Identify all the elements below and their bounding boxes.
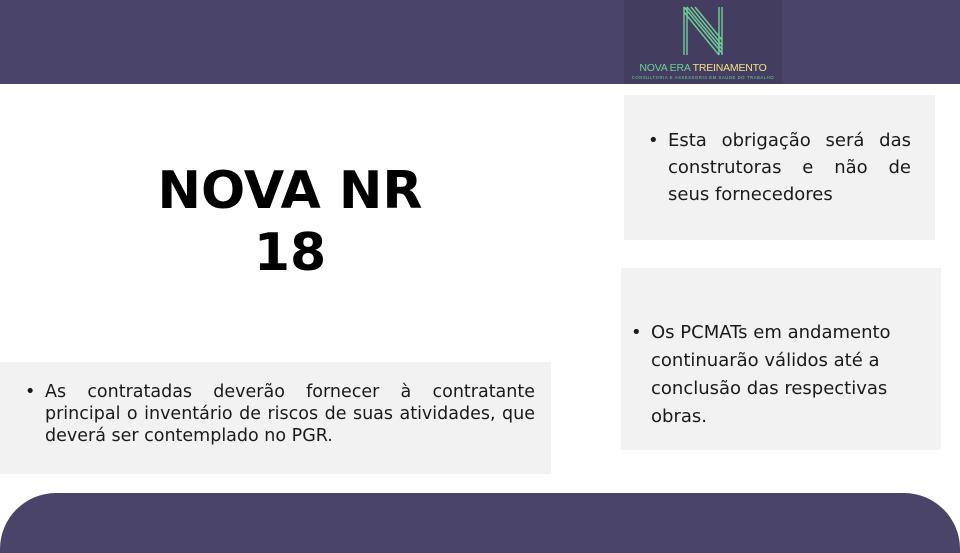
bullet-icon: • — [631, 322, 642, 343]
header-band — [0, 0, 960, 84]
logo-name-part2: TREINAMENTO — [692, 62, 767, 74]
logo-n-icon — [682, 5, 724, 57]
logo-name-part1: NOVA ERA — [639, 62, 693, 74]
logo-name — [624, 62, 782, 74]
bullet-item — [648, 127, 911, 208]
info-box-obligation — [624, 95, 935, 240]
company-logo — [624, 0, 782, 84]
bullet-item — [631, 319, 931, 431]
info-box-pcmat — [621, 268, 941, 450]
info-box-contractors — [0, 362, 551, 474]
slide-title — [130, 160, 450, 284]
bullet-icon: • — [648, 130, 659, 151]
slide-title-line2: 18 — [253, 223, 327, 283]
bullet-text: Esta obrigação será das construtoras e não de seus fornecedores — [668, 130, 911, 205]
logo-tagline: CONSULTORIA E ASSESSORIA EM SAÚDE DO TRABALHO — [631, 75, 775, 80]
bullet-icon: • — [25, 382, 36, 402]
slide-title-line1: NOVA NR — [157, 161, 423, 221]
bullet-text: Os PCMATs em andamento continuarão válidos até a conclusão das respectivas obras. — [651, 322, 891, 427]
footer-band — [0, 493, 960, 553]
bullet-item — [25, 381, 535, 447]
bullet-text: As contratadas deverão fornecer à contratante principal o inventário de riscos de suas atividades, que deverá ser contemplado no PGR. — [45, 382, 535, 446]
